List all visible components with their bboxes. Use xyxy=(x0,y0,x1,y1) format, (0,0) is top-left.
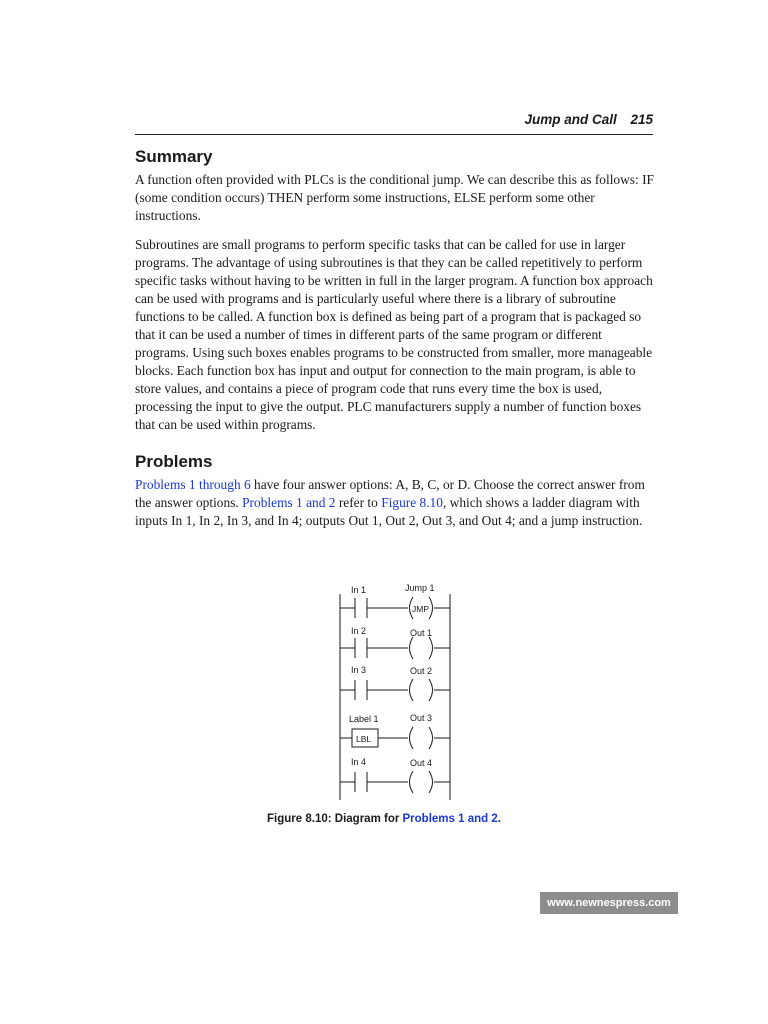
problems-text-2: refer to xyxy=(335,495,382,510)
label-out-1: Out 1 xyxy=(410,628,433,638)
label-jump-1: Jump 1 xyxy=(405,583,435,593)
rung-3 xyxy=(340,679,450,701)
caption-suffix: . xyxy=(497,813,501,825)
label-lbl: LBL xyxy=(356,734,372,744)
label-out-2: Out 2 xyxy=(410,666,433,676)
rung-5 xyxy=(340,771,450,793)
problems-1-6-link[interactable]: Problems 1 through 6 xyxy=(135,477,251,492)
problems-text-1: have four answer options: A, B, C, or D. Choose the correct answer from the answer options. xyxy=(135,477,645,510)
problems-paragraph xyxy=(135,476,657,530)
page-number: 215 xyxy=(630,112,653,127)
summary-heading: Summary xyxy=(135,147,213,166)
problems-heading: Problems xyxy=(135,452,213,471)
label-in-4: In 4 xyxy=(351,757,367,767)
label-label-1: Label 1 xyxy=(349,714,379,724)
ladder-diagram xyxy=(330,578,470,808)
caption-prefix: Figure 8.10: Diagram for xyxy=(267,813,403,825)
publisher-url-badge[interactable]: www.newnespress.com xyxy=(540,892,678,914)
ladder-diagram-svg xyxy=(330,578,470,808)
label-jmp: JMP xyxy=(412,604,429,614)
label-out-4: Out 4 xyxy=(410,758,433,768)
problems-text-3: , which shows a ladder diagram with inputs In 1, In 2, In 3, and In 4; outputs Out 1, Out 2, Out 3, and Out 4; and a jump instruction. xyxy=(135,495,643,528)
label-in-2: In 2 xyxy=(351,626,367,636)
label-out-3: Out 3 xyxy=(410,713,433,723)
caption-problems-link[interactable]: Problems 1 and 2 xyxy=(402,813,498,825)
summary-paragraph-1: A function often provided with PLCs is the conditional jump. We can describe this as follows: IF (some condition occurs) THEN perform some instructions, ELSE perform some other instructions. xyxy=(135,172,654,223)
running-title: Jump and Call xyxy=(524,112,617,127)
figure-8-10-link[interactable]: Figure 8.10 xyxy=(381,495,443,510)
rung-2 xyxy=(340,637,450,659)
label-in-1: In 1 xyxy=(351,585,367,595)
label-in-3: In 3 xyxy=(351,665,367,675)
rung-1 xyxy=(340,597,450,619)
figure-caption xyxy=(0,813,768,825)
problems-1-2-link[interactable]: Problems 1 and 2 xyxy=(242,495,336,510)
running-header xyxy=(135,112,653,135)
summary-paragraph-2: Subroutines are small programs to perform specific tasks that can be called for use in larger programs. The advantage of using subroutines is that they can be called repetitively to perform specific tasks without having to be written in full in the larger program. A function box approach can be used with programs and is particularly useful where there is a library of subroutine functions to be called. A function box is defined as being part of a program that is packaged so that it can be used a number of times in different parts of the same program or different programs. Using such boxes enables programs to be constructed from smaller, more manageable blocks. Each function box has input and output for connection to the main program, is able to store values, and contains a piece of program code that runs every time the box is used, processing the input to give the output. PLC manufacturers supply a number of function boxes that can be used within programs. xyxy=(135,237,653,432)
